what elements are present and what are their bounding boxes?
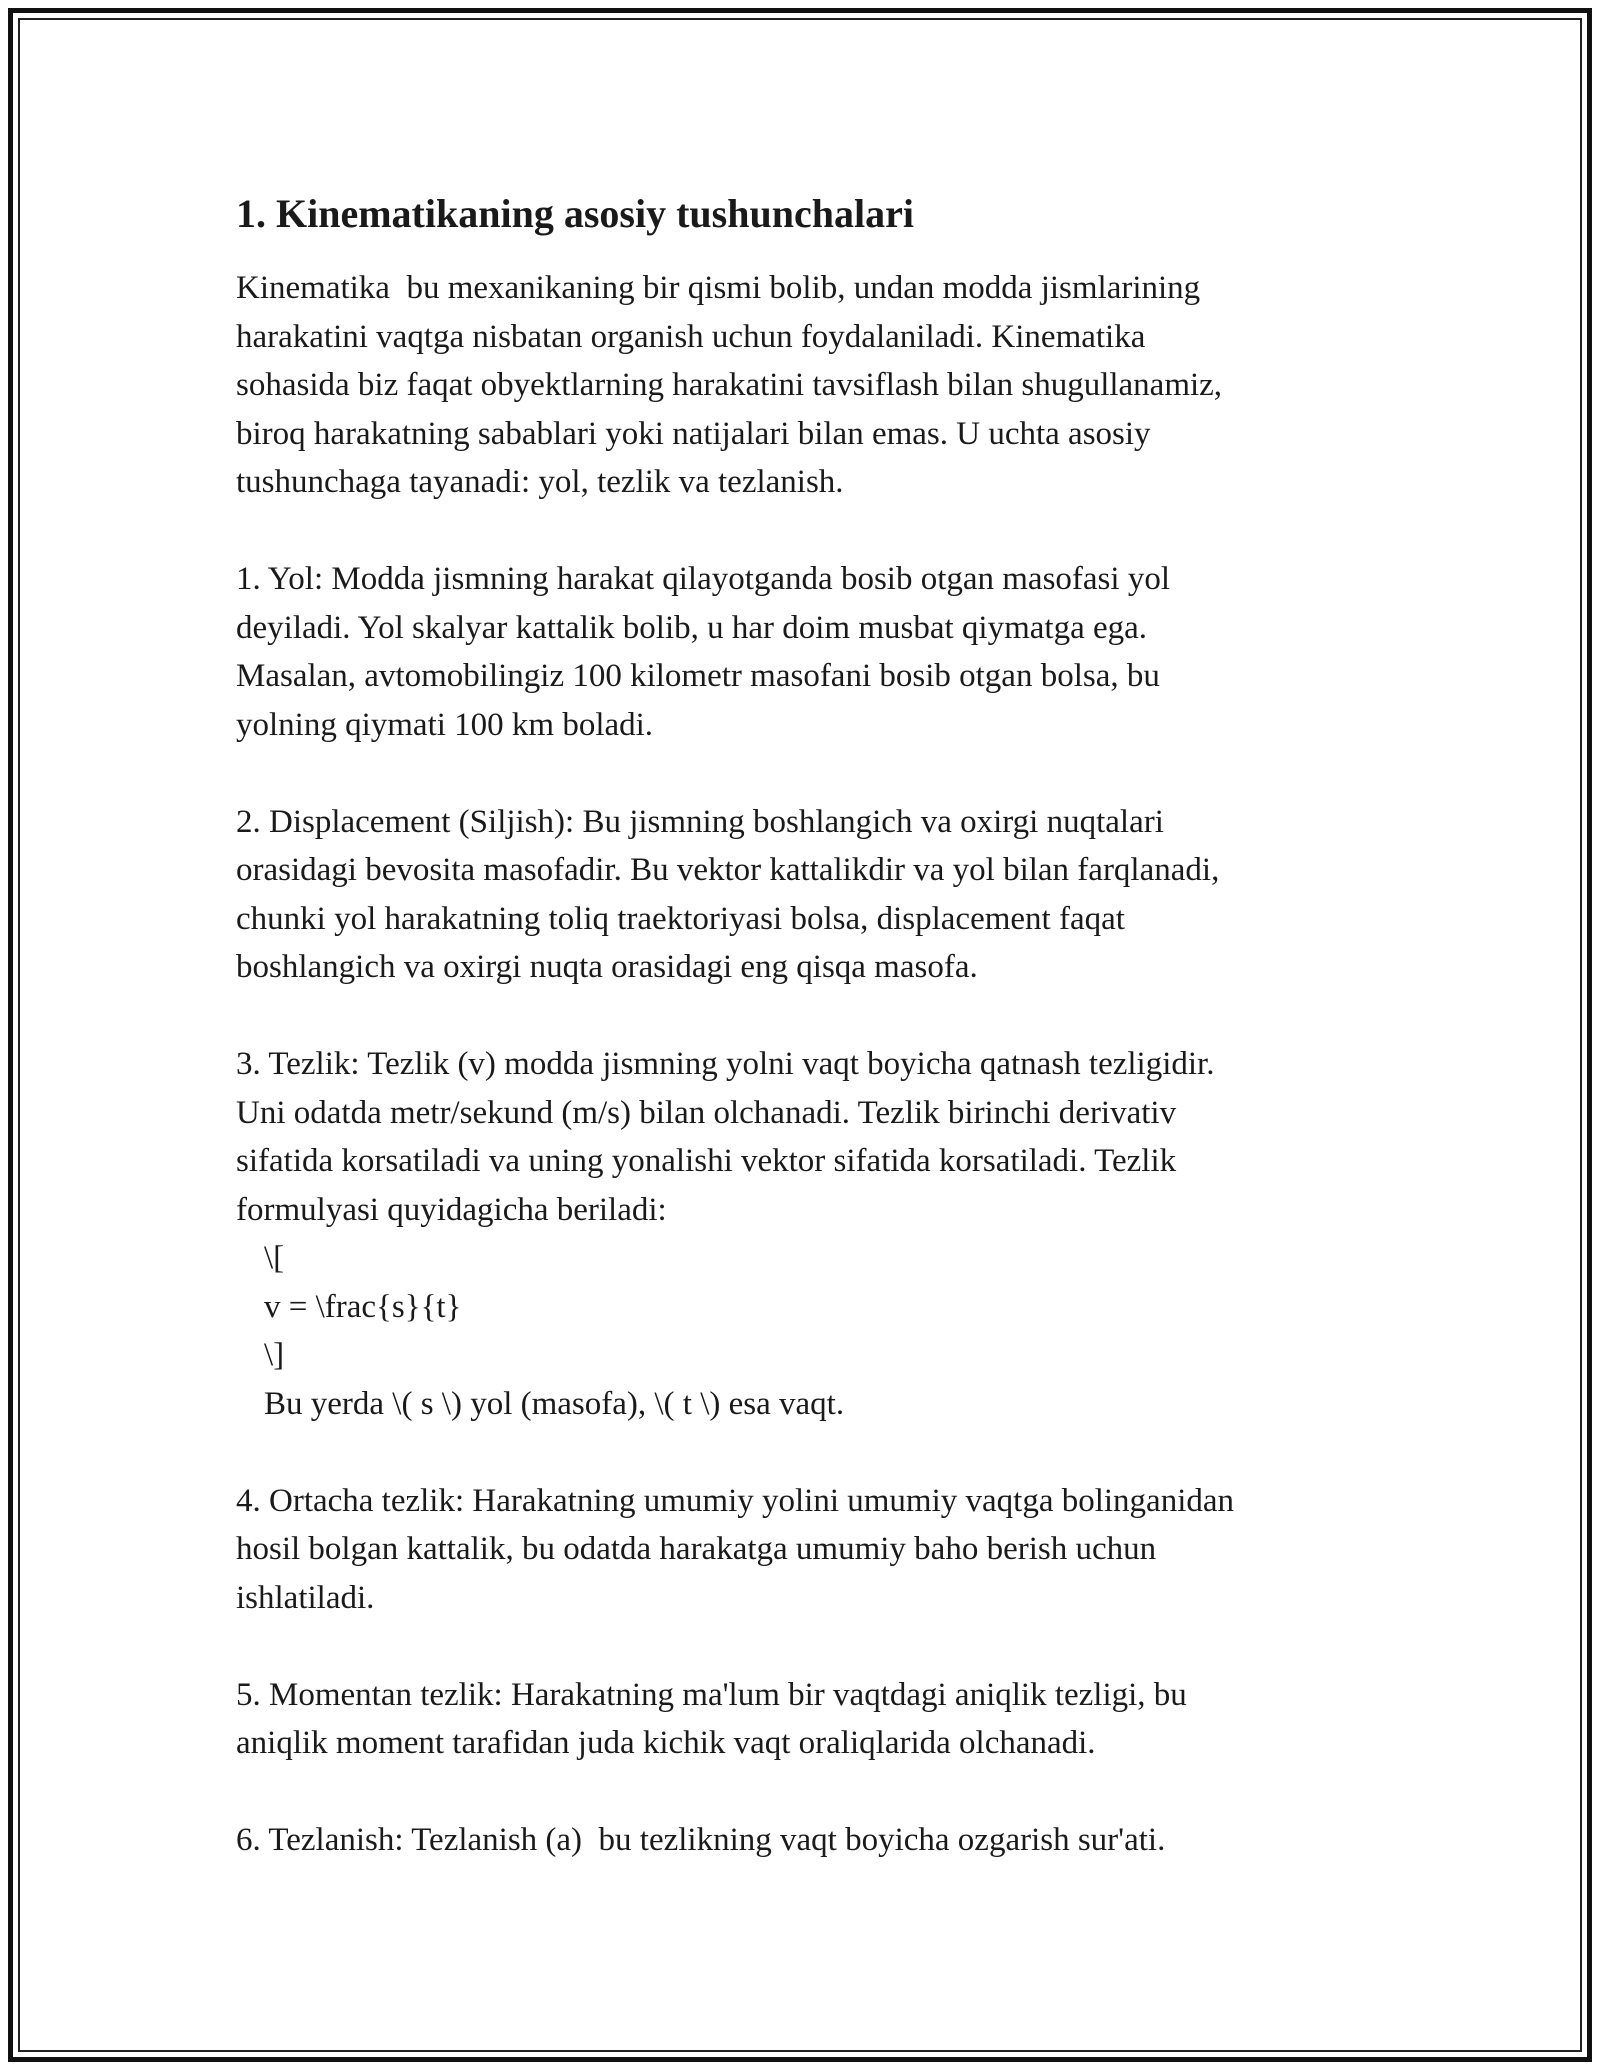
item-displacement: 2. Displacement (Siljish): Bu jismning boshlangich va oxirgi nuqtalari orasidagi bevosita masofadir. Bu vektor kattalikdir va yol bilan farqlanadi, chunki yol harakatning toliq traektoriyasi bolsa, displacement faqat boshlangich va oxirgi nuqta orasidagi eng qisqa masofa. [236, 803, 1220, 985]
item-distance: 1. Yol: Modda jismning harakat qilayotganda bosib otgan masofasi yol deyiladi. Yol skalyar kattalik bolib, u har doim musbat qiymatga ega. Masalan, avtomobilingiz 100 kilometr masofani bosib otgan bolsa, bu yolning qiymati 100 km boladi. [236, 561, 1170, 743]
intro-paragraph: Kinematika bu mexanikaning bir qismi bolib, undan modda jismlarining harakatini vaqtga nisbatan organish uchun foydalaniladi. Kinematika sohasida biz faqat obyektlarning harakatini tavsiflash bilan shugullanamiz, biroq harakatning sabablari yoki natijalari bilan emas. U uchta asosiy tushunchaga tayanadi: yol, tezlik va tezlanish. [236, 270, 1223, 500]
paragraph-gap [236, 507, 1366, 556]
document-body [236, 186, 1366, 1865]
formula-open: \[ [264, 1240, 285, 1276]
paragraph-gap [236, 1622, 1366, 1671]
item-acceleration: 6. Tezlanish: Tezlanish (a) bu tezlikning vaqt boyicha ozgarish sur'ati. [236, 1822, 1166, 1858]
paragraph-gap [236, 749, 1366, 798]
item-instant-speed: 5. Momentan tezlik: Harakatning ma'lum bir vaqtdagi aniqlik tezligi, bu aniqlik moment tarafidan juda kichik vaqt oraliqlarida olchanadi. [236, 1676, 1187, 1761]
item-average-speed: 4. Ortacha tezlik: Harakatning umumiy yolini umumiy vaqtga bolinganidan hosil bolgan kattalik, bu odatda harakatga umumiy baho berish uchun ishlatiladi. [236, 1482, 1235, 1616]
formula-note: Bu yerda \( s \) yol (masofa), \( t \) esa vaqt. [264, 1385, 845, 1422]
paragraph-gap [236, 1428, 1366, 1477]
item-velocity: 3. Tezlik: Tezlik (v) modda jismning yolni vaqt boyicha qatnash tezligidir. Uni odatda metr/sekund (m/s) bilan olchanadi. Tezlik birinchi derivativ sifatida korsatiladi va uning yonalishi vektor sifatida korsatiladi. Tezlik formulyasi quyidagicha beriladi: [236, 1046, 1215, 1228]
paragraph-gap [236, 1768, 1366, 1817]
formula-close: \] [264, 1337, 285, 1373]
paragraph-gap [236, 992, 1366, 1041]
formula-body: v = \frac{s}{t} [264, 1288, 462, 1325]
document-title: 1. Kinematikaning asosiy tushunchalari [236, 191, 914, 236]
